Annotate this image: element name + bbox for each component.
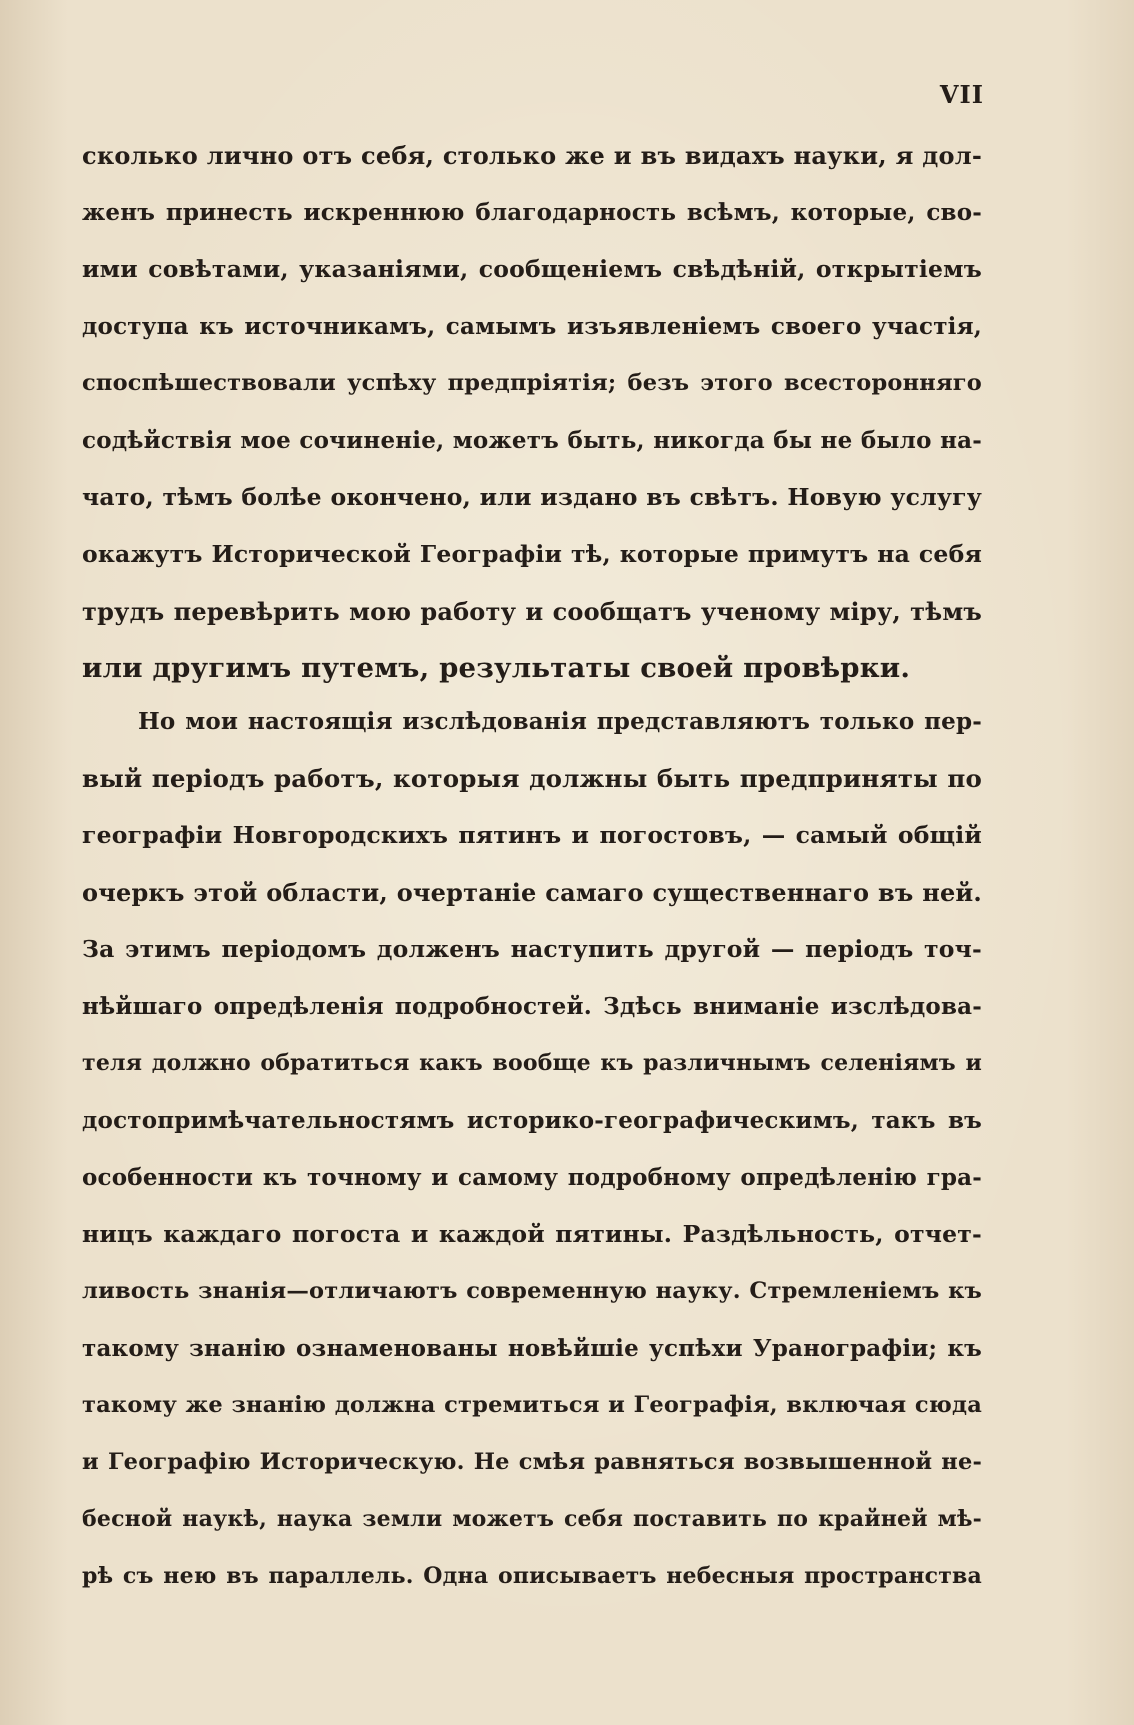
paragraph-2 — [82, 693, 982, 1605]
text-line: такому же знанію должна стремиться и Географія, включая сюда — [82, 1392, 982, 1418]
text-line: вый періодъ работъ, которыя должны быть предприняты по — [82, 764, 982, 793]
text-line: ницъ каждаго погоста и каждой пятины. Раздѣльность, отчет- — [82, 1220, 982, 1248]
text-line: Но мои настоящія изслѣдованія представляютъ только пер- — [138, 708, 982, 735]
text-line: или другимъ путемъ, результаты своей провѣрки. — [82, 652, 911, 684]
page-number: VII — [939, 80, 984, 109]
text-line: рѣ съ нею въ параллель. Одна описываетъ небесныя пространства — [82, 1563, 982, 1589]
text-line: достопримѣчательностямъ историко-географическимъ, такъ въ — [82, 1107, 982, 1134]
text-line: теля должно обратиться какъ вообще къ различнымъ селеніямъ и — [82, 1050, 982, 1076]
text-line: трудъ перевѣрить мою работу и сообщатъ ученому міру, тѣмъ — [82, 597, 982, 626]
text-line: содѣйствія мое сочиненіе, можетъ быть, никогда бы не было на- — [82, 427, 982, 454]
text-line: географіи Новгородскихъ пятинъ и погостовъ, — самый общій — [82, 821, 982, 849]
text-line: женъ принесть искреннюю благодарность всѣмъ, которые, сво- — [82, 199, 982, 226]
text-line: особенности къ точному и самому подробному опредѣленію гра- — [82, 1164, 982, 1191]
text-line: бесной наукѣ, наука земли можетъ себя поставить по крайней мѣ- — [82, 1506, 982, 1532]
text-line: ими совѣтами, указаніями, сообщеніемъ свѣдѣній, открытіемъ — [82, 255, 982, 283]
text-line: За этимъ періодомъ долженъ наступить другой — періодъ точ- — [82, 935, 982, 963]
text-line: окажутъ Исторической Географіи тѣ, которые примутъ на себя — [82, 540, 982, 568]
text-line: чато, тѣмъ болѣе окончено, или издано въ свѣтъ. Новую услугу — [82, 483, 982, 511]
text-line: такому знанію ознаменованы новѣйшіе успѣхи Уранографіи; къ — [82, 1335, 982, 1362]
text-line: нѣйшаго опредѣленія подробностей. Здѣсь вниманіе изслѣдова- — [82, 993, 982, 1020]
text-line: и Географію Историческую. Не смѣя равняться возвышенной не- — [82, 1449, 982, 1475]
text-line: доступа къ источникамъ, самымъ изъявленіемъ своего участія, — [82, 313, 982, 340]
text-line: сколько лично отъ себя, столько же и въ видахъ науки, я дол- — [82, 141, 982, 170]
text-line: очеркъ этой области, очертаніе самаго существеннаго въ ней. — [82, 878, 982, 907]
text-line: споспѣшествовали успѣху предпріятія; безъ этого всесторонняго — [82, 370, 982, 396]
paragraph-1 — [82, 127, 982, 697]
text-line: ливость знанія—отличаютъ современную науку. Стремленіемъ къ — [82, 1278, 982, 1304]
